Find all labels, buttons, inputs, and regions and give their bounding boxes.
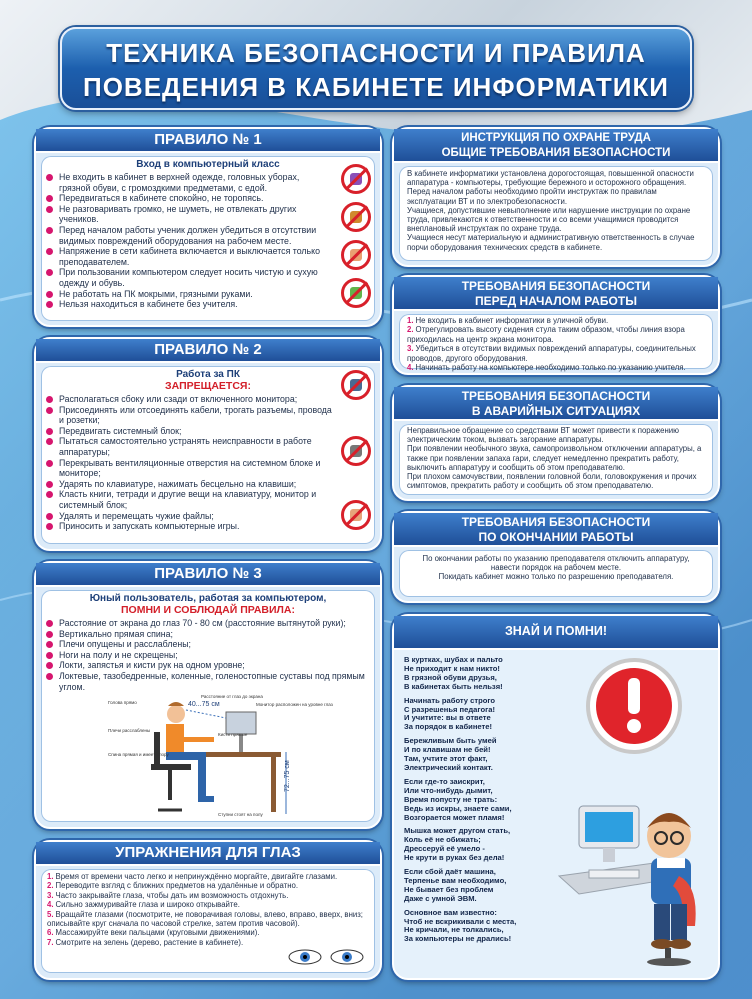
list-item: Пытаться самостоятельно устранять неисправности в работе аппаратуры; — [45, 436, 337, 457]
eyes-icon — [287, 947, 367, 967]
general-header-line2: ОБЩИЕ ТРЕБОВАНИЯ БЕЗОПАСНОСТИ — [441, 147, 671, 159]
no-wet-hands-icon — [341, 240, 371, 270]
eyes-list — [47, 872, 369, 947]
emergency-header-line1: ТРЕБОВАНИЯ БЕЗОПАСНОСТИ — [461, 389, 651, 403]
height-label: 72...75 см — [284, 760, 291, 792]
emergency-header — [394, 387, 718, 421]
rule1-header — [36, 129, 380, 153]
after-header-line1: ТРЕБОВАНИЯ БЕЗОПАСНОСТИ — [461, 515, 651, 529]
after-panel — [392, 511, 720, 603]
rule2-subtitle: Работа за ПК — [176, 369, 240, 380]
poem-line: В кабинетах быть нельзя! — [404, 681, 503, 691]
list-item: 4. Сильно зажмуривайте глаза и широко открывайте. — [47, 900, 240, 910]
list-item: Плечи опущены и расслаблены; — [45, 639, 371, 650]
poem-line: Не бывает без проблем — [404, 884, 494, 894]
emergency-body — [399, 424, 713, 495]
label-head: Голова прямо — [108, 700, 137, 705]
posture-diagram — [106, 692, 333, 820]
rule3-subtitle: Юный пользователь, работая за компьютером, — [89, 593, 327, 604]
emergency-header-line2: В АВАРИЙНЫХ СИТУАЦИЯХ — [471, 404, 641, 418]
poem-line: Бережливым быть умей — [404, 736, 497, 746]
rule3-header-text: ПРАВИЛО № 3 — [154, 565, 262, 582]
rule2-header — [36, 339, 380, 363]
rule1-panel — [34, 127, 382, 327]
list-item: 3. Убедиться в отсутствии видимых повреждений аппаратуры, соединительных проводов, другого оборудования. — [407, 344, 696, 363]
know-header-text: ЗНАЙ И ПОМНИ! — [504, 624, 608, 638]
list-item: 7. Смотрите на зелень (дерево, растение в кабинете). — [47, 937, 244, 947]
title-line-1: ТЕХНИКА БЕЗОПАСНОСТИ И ПРАВИЛА — [106, 38, 646, 68]
label-feet: Ступни стоят на полу — [218, 812, 263, 817]
before-header-line2: ПЕРЕД НАЧАЛОМ РАБОТЫ — [475, 294, 637, 308]
no-hat-icon — [341, 164, 371, 194]
after-header — [394, 513, 718, 547]
poem-line: Начинать работу строго — [404, 695, 496, 705]
poem-line: Коль её не обижать; — [404, 835, 481, 845]
rule1-list — [45, 172, 330, 310]
poem — [404, 656, 564, 949]
poem-line: Там, учтите этот факт, — [404, 754, 488, 764]
know-panel — [392, 614, 720, 980]
list-item: 2. Переводите взгляд с ближних предметов на удалённые и обратно. — [47, 881, 299, 891]
poem-stanza — [404, 656, 564, 692]
poem-line: Если сбой даёт машина, — [404, 867, 496, 877]
no-dirt-icon — [341, 278, 371, 308]
rule3-header — [36, 563, 380, 587]
distance-label: 40...75 см — [188, 701, 220, 708]
list-item: Не разговаривать громко, не шуметь, не отвлекать других учеников. — [45, 204, 330, 225]
poem-stanza — [404, 737, 564, 773]
rule2-body — [41, 366, 375, 544]
before-list — [407, 316, 705, 372]
list-item: Ударять по клавиатуре, нажимать бесцельно на клавиши; — [45, 479, 337, 490]
label-monitor: Монитор расположен на уровне глаз — [256, 702, 333, 707]
eyes-panel — [34, 840, 382, 980]
poem-line: Возгорается может пламя! — [404, 812, 505, 822]
before-panel — [392, 275, 720, 375]
rule3-panel — [34, 561, 382, 829]
poem-line: Мышка может другом стать, — [404, 826, 511, 836]
list-item: При пользовании компьютером следует носить чистую и сухую одежду и обувь. — [45, 267, 330, 288]
poem-line: Время попусту не трать: — [404, 794, 498, 804]
no-hit-keyboard-icon — [341, 500, 371, 530]
emergency-paragraph: При появлении необычного звука, самопроизвольном отключении аппаратуры, а также при появлении запаха гари, следует немедленно прекратить работу, выключить аппаратуру и сообщить об этом преподавателю. — [407, 444, 702, 472]
poem-line: Чтоб не вскрикивали с места, — [404, 916, 517, 926]
poem-line: Не крути в руках без дела! — [404, 853, 505, 863]
poem-line: За компьютеры не дрались! — [404, 934, 512, 944]
list-item: Присоединять или отсоединять кабели, трогать разъемы, провода и розетки; — [45, 405, 337, 426]
poem-line: Электрический контакт. — [404, 762, 493, 772]
list-item: Локти, запястья и кисти рук на одном уровне; — [45, 660, 371, 671]
poem-line: Не приходит к нам никто! — [404, 663, 500, 673]
poem-stanza — [404, 909, 564, 945]
general-header-line1: ИНСТРУКЦИЯ ПО ОХРАНЕ ТРУДА — [461, 132, 651, 144]
rule3-list — [45, 618, 371, 692]
list-item: 4. Начинать работу на компьютере необходимо только по указанию учителя. — [407, 363, 686, 373]
eyes-header-text: УПРАЖНЕНИЯ ДЛЯ ГЛАЗ — [115, 844, 301, 861]
list-item: Локтевые, тазобедренные, коленные, голеностопные суставы под прямым углом. — [45, 671, 371, 692]
poem-line: И по клавишам не бей! — [404, 745, 491, 755]
label-back: Спина прямая и имеет опору — [108, 752, 169, 757]
poem-line: С разрешенья педагога! — [404, 704, 496, 714]
after-paragraph: Покидать кабинет можно только по разрешению преподавателя. — [438, 572, 674, 582]
rule3-remember: ПОМНИ И СОБЛЮДАЙ ПРАВИЛА: — [121, 604, 295, 616]
no-cables-icon — [341, 436, 371, 466]
emergency-paragraph: Неправильное обращение со средствами ВТ может привести к поражению электрическим током, вызвать загорание аппаратуры. — [407, 426, 680, 445]
rule2-list — [45, 394, 337, 532]
list-item: Перед началом работы ученик должен убедиться в отсутствии видимых повреждений оборудования на рабочем месте. — [45, 225, 330, 246]
page-title — [60, 27, 692, 110]
general-panel — [392, 127, 720, 267]
poem-line: Терпенье вам необходимо, — [404, 875, 507, 885]
after-paragraph: По окончании работы по указанию преподавателя отключить аппаратуру, навести порядок на рабочем месте. — [422, 554, 690, 573]
list-item: Удалять и перемещать чужие файлы; — [45, 511, 337, 522]
boy-at-computer-illustration — [559, 766, 709, 966]
rule1-header-text: ПРАВИЛО № 1 — [154, 131, 262, 148]
list-item: Нельзя находиться в кабинете без учителя. — [45, 299, 330, 310]
general-paragraph: В кабинете информатики установлена дорогостоящая, повышенной опасности аппаратура - компьютеры, требующие бережного и осторожного обращения. — [407, 169, 694, 188]
warning-icon — [584, 656, 684, 756]
poem-line: Ведь из искры, знаете сами, — [404, 803, 512, 813]
rule2-header-text: ПРАВИЛО № 2 — [154, 341, 262, 358]
general-header — [394, 129, 718, 163]
list-item: 5. Вращайте глазами (посмотрите, не поворачивая головы, влево, вправо, вверх, вниз; описывайте круг сначала по часовой стрелке, затем против часовой). — [47, 909, 363, 929]
before-header-line1: ТРЕБОВАНИЯ БЕЗОПАСНОСТИ — [461, 279, 651, 293]
title-line-2: ПОВЕДЕНИЯ В КАБИНЕТЕ ИНФОРМАТИКИ — [83, 72, 669, 102]
after-body — [399, 550, 713, 597]
list-item: Расстояние от экрана до глаз 70 - 80 см (расстояние вытянутой руки); — [45, 618, 371, 629]
poem-line: Или что-нибудь дымит, — [404, 785, 493, 795]
poem-line: И учитите: вы в ответе — [404, 713, 491, 723]
list-item: 1. Время от времени часто легко и непринуждённо моргайте, двигайте глазами. — [47, 872, 338, 881]
list-item: 6. Массажируйте веки пальцами (круговыми движениями). — [47, 928, 260, 938]
list-item: Приносить и запускать компьютерные игры. — [45, 521, 337, 532]
general-paragraph: Учащиеся, допустившие невыполнение или нарушение инструкции по охране труда, привлекаются к ответственности и со всеми учащимися проводится внеплановый инструктаж по охране труда. — [407, 205, 691, 234]
poem-line: Если где-то заискрит, — [404, 776, 485, 786]
poem-line: В куртках, шубах и пальто — [404, 655, 503, 664]
poem-stanza — [404, 868, 564, 904]
eyes-body — [41, 869, 375, 973]
label-monitor-distance: Расстояние от глаз до экрана — [201, 694, 263, 699]
list-item: Перекрывать вентиляционные отверстия на системном блоке и мониторе; — [45, 458, 337, 479]
poem-line: За порядок в кабинете! — [404, 722, 492, 732]
rule3-body — [41, 590, 375, 822]
eyes-header — [36, 842, 380, 866]
know-header — [394, 616, 718, 650]
general-body — [399, 166, 713, 261]
list-item: 2. Отрегулировать высоту сидения стула таким образом, чтобы линия взора приходилась на центр экрана монитора. — [407, 325, 685, 344]
poem-line: В грязной обуви друзья, — [404, 672, 497, 682]
emergency-paragraph: При плохом самочувствии, появлении головной боли, головокружения и прочих симптомов, прекратить работу и сообщить об этом преподавателю. — [407, 472, 697, 491]
list-item: Напряжение в сети кабинета включается и выключается только преподавателем. — [45, 246, 330, 267]
before-header — [394, 277, 718, 311]
no-touch-monitor-icon — [341, 370, 371, 400]
poem-stanza — [404, 778, 564, 823]
rule2-forbidden: ЗАПРЕЩАЕТСЯ: — [165, 380, 251, 392]
poem-stanza — [404, 697, 564, 733]
after-header-line2: ПО ОКОНЧАНИИ РАБОТЫ — [478, 530, 634, 544]
poem-line: Основное вам известно: — [404, 907, 497, 917]
emergency-panel — [392, 385, 720, 501]
before-body — [399, 314, 713, 373]
general-paragraph: Учащиеся несут материальную и административную ответственность в случае порчи оборудования технических средств в кабинете. — [407, 233, 695, 252]
list-item: Ноги на полу и не скрещены; — [45, 650, 371, 661]
no-food-icon — [341, 202, 371, 232]
poem-line: Дрессеруй её умело - — [404, 844, 485, 854]
list-item: Вертикально прямая спина; — [45, 629, 371, 640]
general-paragraph: Перед началом работы необходимо пройти инструктаж по правилам эксплуатации ВТ и по электробезопасности. — [407, 187, 657, 206]
list-item: 3. Часто закрывайте глаза, чтобы дать им возможность отдохнуть. — [47, 890, 289, 900]
list-item: Передвигаться в кабинете спокойно, не торопясь. — [45, 193, 330, 204]
list-item: Передвигать системный блок; — [45, 426, 337, 437]
label-shoulders: Плечи расслаблены — [108, 728, 151, 733]
rule1-body — [41, 156, 375, 321]
rule1-subtitle: Вход в компьютерный класс — [136, 159, 280, 170]
poem-line: Не кричали, не толкались, — [404, 925, 504, 935]
poem-stanza — [404, 827, 564, 863]
list-item: Располагаться сбоку или сзади от включенного монитора; — [45, 394, 337, 405]
poem-line: Даже с умной ЭВМ. — [404, 893, 477, 903]
rule2-panel — [34, 337, 382, 551]
list-item: Не работать на ПК мокрыми, грязными руками. — [45, 289, 330, 300]
list-item: Класть книги, тетради и другие вещи на клавиатуру, монитор и системный блок; — [45, 489, 337, 510]
list-item: Не входить в кабинет в верхней одежде, головных уборах, грязной обуви, с громоздкими предметами, с едой. — [45, 172, 330, 193]
list-item: 1. Не входить в кабинет информатики в уличной обуви. — [407, 316, 609, 325]
label-elbow: Кисти прямые — [218, 732, 248, 737]
